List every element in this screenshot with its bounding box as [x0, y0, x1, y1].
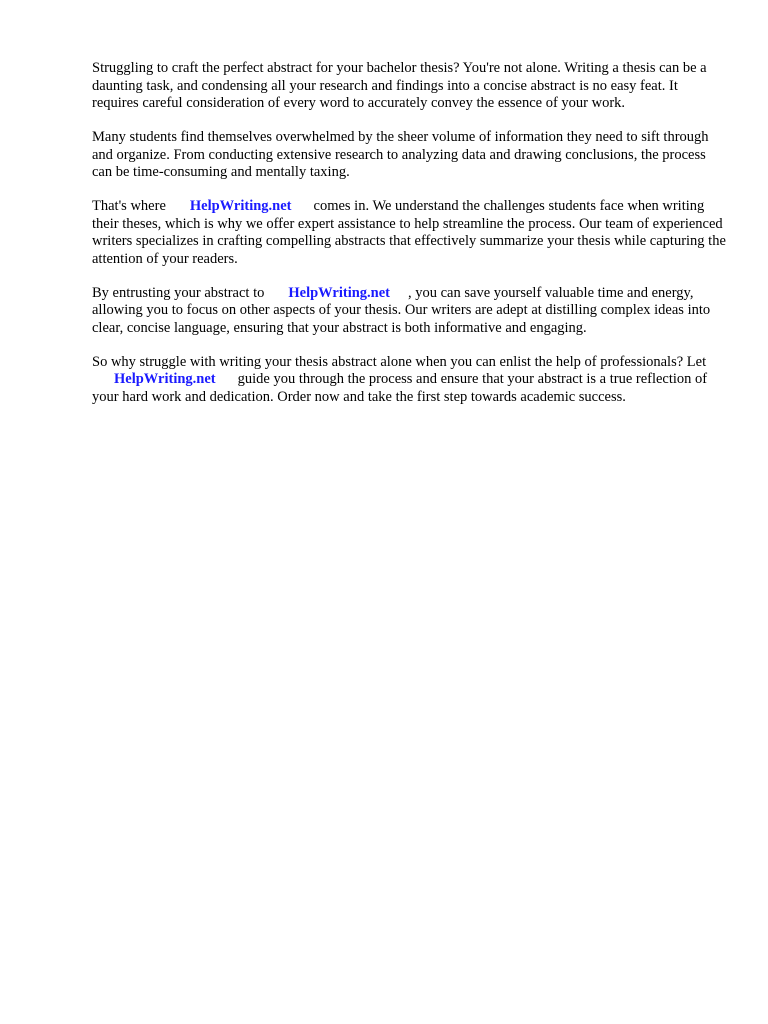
paragraph-thats-where-before: That's where	[92, 198, 166, 214]
paragraph-why-struggle-before: So why struggle with writing your thesis abstract alone when you can enlist the help of professionals? Let	[92, 353, 707, 370]
paragraph-intro	[92, 60, 728, 113]
helpwriting-link-2[interactable]: HelpWriting.net	[288, 284, 390, 301]
paragraph-entrusting	[92, 285, 728, 338]
paragraph-entrusting-after: , you can save yourself valuable time and energy, allowing you to focus on other aspects of your thesis. Our writers are adept at distilling complex ideas into clear, concise language, ensuring that your abstract is both informative and engaging.	[92, 284, 711, 336]
paragraph-why-struggle	[92, 354, 728, 407]
paragraph-intro-text: Struggling to craft the perfect abstract for your bachelor thesis? You're not alone. Writing a thesis can be a daunting task, and condensing all your research and findings into a concise abstract is no easy feat. It requires careful consideration of every word to accurately convey the essence of your work.	[92, 60, 707, 111]
helpwriting-link-3[interactable]: HelpWriting.net	[114, 371, 216, 387]
paragraph-why-struggle-after: guide you through the process and ensure that your abstract is a true reflection of your hard work and dedication. Order now and take the first step towards academic success.	[92, 371, 708, 405]
paragraph-entrusting-before: By entrusting your abstract to	[92, 284, 265, 301]
helpwriting-link-1[interactable]: HelpWriting.net	[189, 198, 292, 214]
paragraph-students	[92, 129, 728, 182]
paragraph-students-text: Many students find themselves overwhelmed by the sheer volume of information they need to sift through and organize. From conducting extensive research to analyzing data and drawing conclusions, the process can be time-consuming and mentally taxing.	[92, 129, 709, 180]
paragraph-thats-where	[92, 198, 728, 268]
paragraph-thats-where-after: comes in. We understand the challenges students face when writing their theses, which is why we offer expert assistance to help streamline the process. Our team of experienced writers specializes in crafting compelling abstracts that effectively summarize your thesis while capturing the attention of your readers.	[92, 198, 726, 267]
